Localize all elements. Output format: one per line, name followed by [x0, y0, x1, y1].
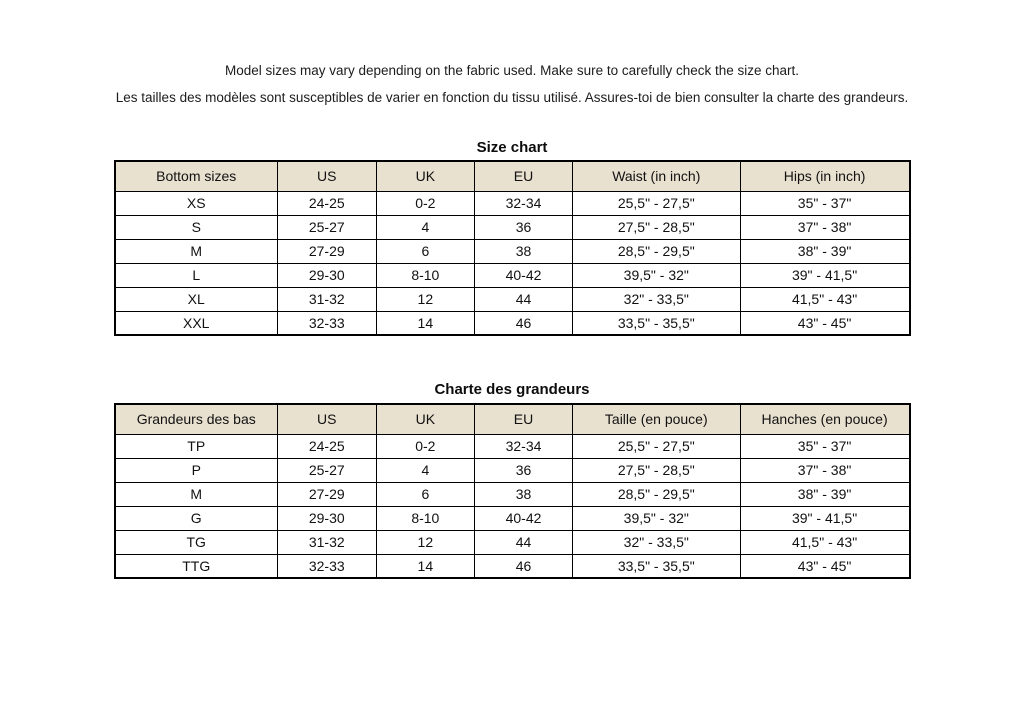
table-cell: 27-29 [277, 482, 376, 506]
table-row [115, 458, 910, 482]
table-cell: 33,5" - 35,5" [572, 311, 740, 335]
table-row [115, 506, 910, 530]
table-cell: 28,5" - 29,5" [572, 239, 740, 263]
column-header: UK [376, 161, 475, 191]
table-cell: 14 [376, 311, 475, 335]
table-cell: 43" - 45" [740, 311, 909, 335]
table-cell: 0-2 [376, 434, 475, 458]
table-cell: 40-42 [475, 263, 573, 287]
table-cell: 33,5" - 35,5" [572, 554, 740, 578]
table-cell: 41,5" - 43" [740, 287, 909, 311]
table-cell: 43" - 45" [740, 554, 909, 578]
table-cell: 39,5" - 32" [572, 263, 740, 287]
column-header: Bottom sizes [115, 161, 278, 191]
table-cell: 46 [475, 311, 573, 335]
table-cell: 4 [376, 215, 475, 239]
table-cell: 32-34 [475, 191, 573, 215]
table-cell: 32" - 33,5" [572, 530, 740, 554]
table-cell: 8-10 [376, 506, 475, 530]
table-cell: 12 [376, 287, 475, 311]
table-cell: 25,5" - 27,5" [572, 434, 740, 458]
table-cell: 4 [376, 458, 475, 482]
table-row [115, 287, 910, 311]
table-cell: 38 [475, 239, 573, 263]
table-cell: 6 [376, 482, 475, 506]
size-label-cell: P [115, 458, 278, 482]
table-row [115, 239, 910, 263]
column-header: US [277, 161, 376, 191]
header-row [115, 161, 910, 191]
table-cell: 24-25 [277, 434, 376, 458]
table-row [115, 434, 910, 458]
size-label-cell: S [115, 215, 278, 239]
size-chart-title-english: Size chart [476, 139, 548, 156]
table-row [115, 191, 910, 215]
header-row [115, 404, 910, 434]
table-cell: 29-30 [277, 263, 376, 287]
table-cell: 37" - 38" [740, 458, 909, 482]
table-cell: 25-27 [277, 215, 376, 239]
column-header: Hips (in inch) [740, 161, 909, 191]
table-cell: 12 [376, 530, 475, 554]
size-label-cell: M [115, 239, 278, 263]
table-cell: 36 [475, 458, 573, 482]
size-label-cell: TTG [115, 554, 278, 578]
table-cell: 24-25 [277, 191, 376, 215]
size-label-cell: L [115, 263, 278, 287]
size-label-cell: XL [115, 287, 278, 311]
column-header: Hanches (en pouce) [740, 404, 909, 434]
table-cell: 25,5" - 27,5" [572, 191, 740, 215]
table-cell: 32-34 [475, 434, 573, 458]
table-row [115, 482, 910, 506]
column-header: Taille (en pouce) [572, 404, 740, 434]
table-cell: 36 [475, 215, 573, 239]
table-cell: 8-10 [376, 263, 475, 287]
table-cell: 31-32 [277, 287, 376, 311]
table-cell: 27,5" - 28,5" [572, 215, 740, 239]
table-cell: 27-29 [277, 239, 376, 263]
size-chart-table-english [114, 160, 911, 336]
size-label-cell: TG [115, 530, 278, 554]
table-row [115, 263, 910, 287]
size-chart-table-french [114, 403, 911, 579]
table-row [115, 554, 910, 578]
table-cell: 28,5" - 29,5" [572, 482, 740, 506]
table-cell: 46 [475, 554, 573, 578]
table-cell: 32-33 [277, 554, 376, 578]
size-label-cell: M [115, 482, 278, 506]
table-cell: 39" - 41,5" [740, 506, 909, 530]
column-header: Grandeurs des bas [115, 404, 278, 434]
intro-text-english: Model sizes may vary depending on the fabric used. Make sure to carefully check the size chart. [224, 63, 800, 78]
size-label-cell: XS [115, 191, 278, 215]
table-cell: 29-30 [277, 506, 376, 530]
table-cell: 37" - 38" [740, 215, 909, 239]
table-cell: 35" - 37" [740, 191, 909, 215]
table-cell: 39" - 41,5" [740, 263, 909, 287]
column-header: EU [475, 161, 573, 191]
table-row [115, 215, 910, 239]
table-cell: 0-2 [376, 191, 475, 215]
column-header: US [277, 404, 376, 434]
table-cell: 31-32 [277, 530, 376, 554]
table-cell: 32-33 [277, 311, 376, 335]
table-cell: 41,5" - 43" [740, 530, 909, 554]
column-header: Waist (in inch) [572, 161, 740, 191]
table-cell: 32" - 33,5" [572, 287, 740, 311]
table-cell: 39,5" - 32" [572, 506, 740, 530]
table-cell: 38" - 39" [740, 482, 909, 506]
table-cell: 44 [475, 287, 573, 311]
table-cell: 38 [475, 482, 573, 506]
table-cell: 44 [475, 530, 573, 554]
column-header: UK [376, 404, 475, 434]
table-cell: 27,5" - 28,5" [572, 458, 740, 482]
size-label-cell: XXL [115, 311, 278, 335]
table-cell: 35" - 37" [740, 434, 909, 458]
table-cell: 6 [376, 239, 475, 263]
column-header: EU [475, 404, 573, 434]
table-cell: 14 [376, 554, 475, 578]
table-row [115, 530, 910, 554]
table-cell: 38" - 39" [740, 239, 909, 263]
table-cell: 40-42 [475, 506, 573, 530]
intro-text-french: Les tailles des modèles sont susceptibles de varier en fonction du tissu utilisé. Assures-toi de bien consulter la charte des grandeurs. [115, 90, 909, 105]
table-cell: 25-27 [277, 458, 376, 482]
size-label-cell: G [115, 506, 278, 530]
size-chart-title-french: Charte des grandeurs [434, 381, 590, 398]
table-row [115, 311, 910, 335]
size-label-cell: TP [115, 434, 278, 458]
